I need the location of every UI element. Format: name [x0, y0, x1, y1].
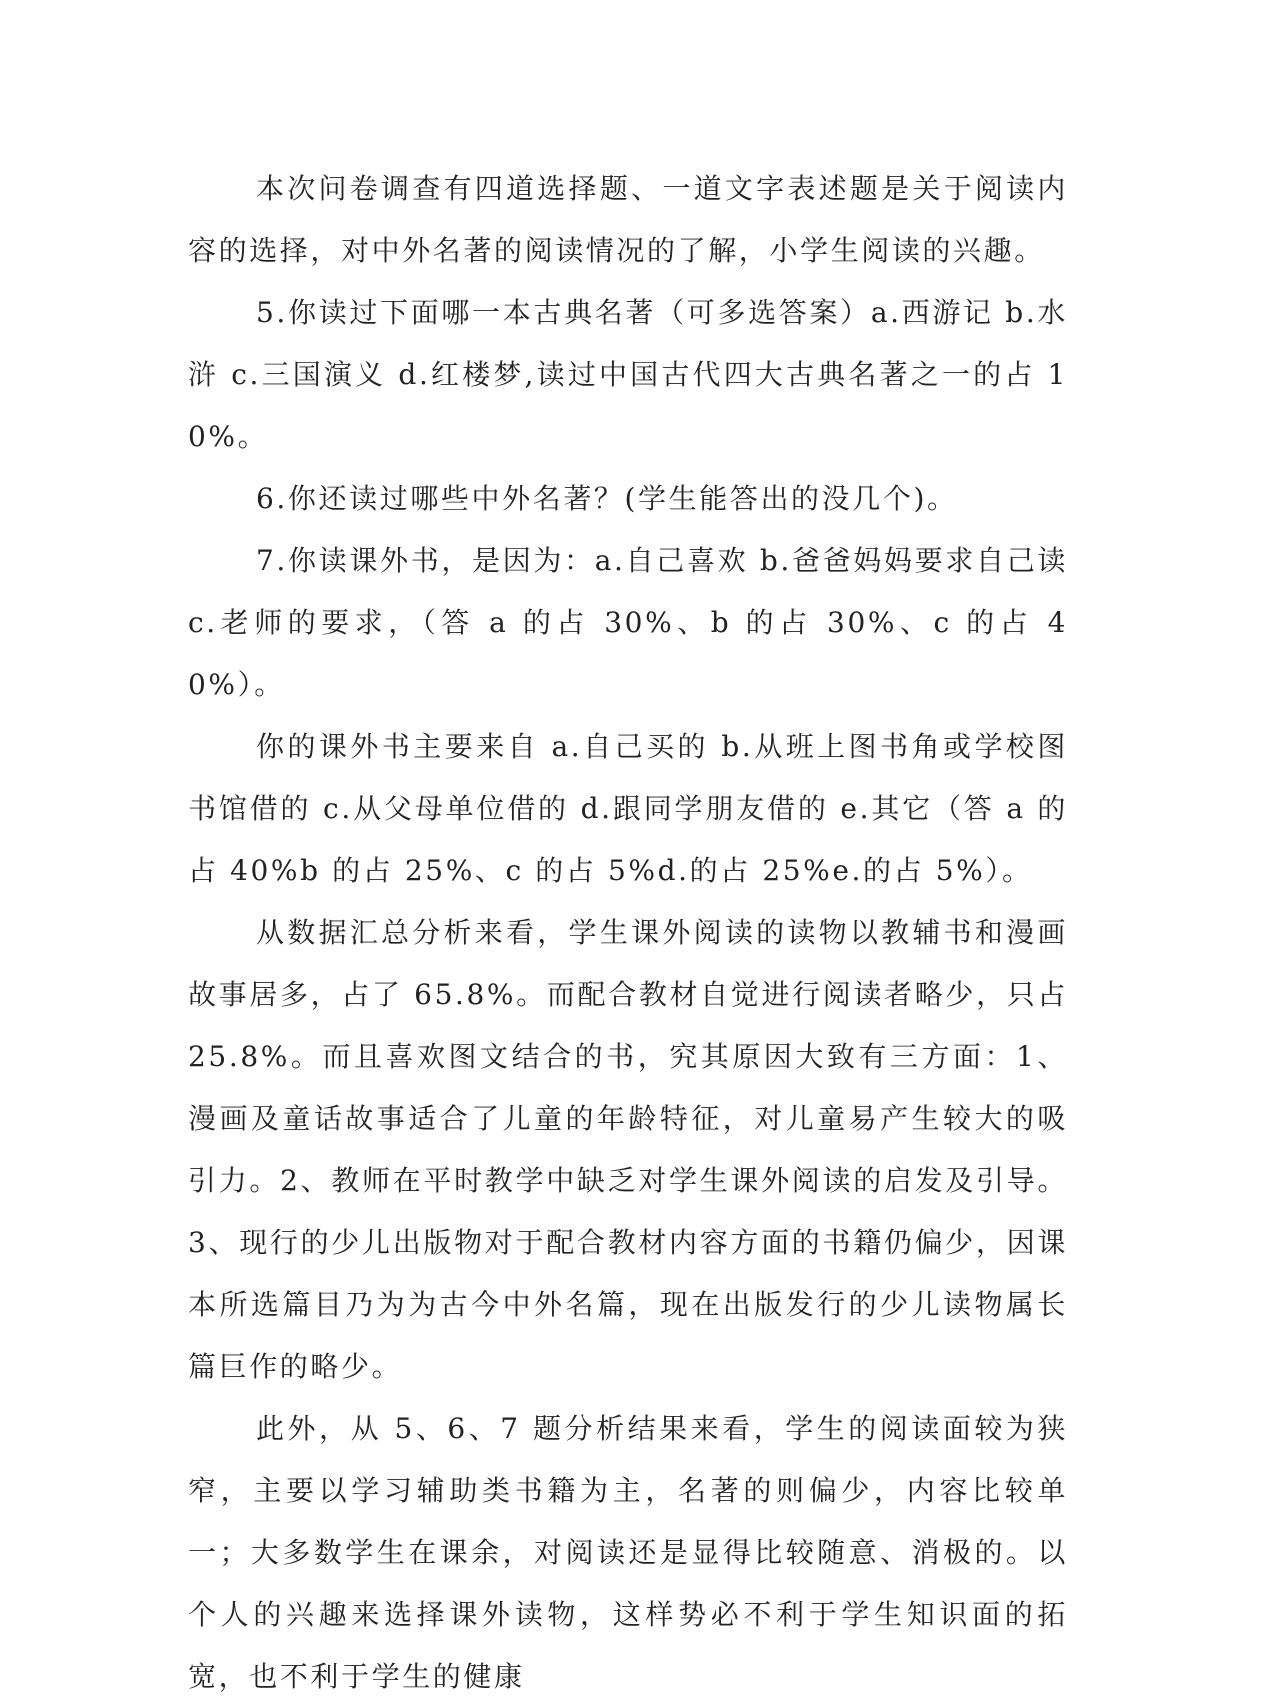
- document-body: [188, 158, 1068, 1708]
- paragraph-book-source: 你的课外书主要来自 a.自己买的 b.从班上图书角或学校图书馆借的 c.从父母单位借的 d.跟同学朋友借的 e.其它（答 a 的占 40%b 的占 25%、c 的占 5%d.的占 25%e.的占 5%）。: [188, 730, 1068, 887]
- paragraph-question-7: 7.你读课外书，是因为：a.自己喜欢 b.爸爸妈妈要求自己读 c.老师的要求，（答 a 的占 30%、b 的占 30%、c 的占 40%）。: [188, 544, 1068, 701]
- paragraph-data-analysis: 从数据汇总分析来看，学生课外阅读的读物以教辅书和漫画故事居多，占了 65.8%。而配合教材自觉进行阅读者略少，只占 25.8%。而且喜欢图文结合的书，究其原因大致有三方面：1、漫画及童话故事适合了儿童的年龄特征，对儿童易产生较大的吸引力。2、教师在平时教学中缺乏对学生课外阅读的启发及引导。3、现行的少儿出版物对于配合教材内容方面的书籍仍偏少，因课本所选篇目乃为为古今中外名篇，现在出版发行的少儿读物属长篇巨作的略少。: [188, 916, 1068, 1383]
- paragraph-survey-intro: 本次问卷调查有四道选择题、一道文字表述题是关于阅读内容的选择，对中外名著的阅读情况的了解，小学生阅读的兴趣。: [188, 172, 1068, 267]
- paragraph-question-5: 5.你读过下面哪一本古典名著（可多选答案）a.西游记 b.水浒 c.三国演义 d.红楼梦,读过中国古代四大古典名著之一的占 10%。: [188, 296, 1068, 453]
- paragraph-question-6: 6.你还读过哪些中外名著？(学生能答出的没几个)。: [256, 482, 958, 515]
- paragraph-conclusion: 此外，从 5、6、7 题分析结果来看，学生的阅读面较为狭窄，主要以学习辅助类书籍为主，名著的则偏少，内容比较单一；大多数学生在课余，对阅读还是显得比较随意、消极的。以个人的兴趣来选择课外读物，这样势必不利于学生知识面的拓宽，也不利于学生的健康: [188, 1412, 1068, 1693]
